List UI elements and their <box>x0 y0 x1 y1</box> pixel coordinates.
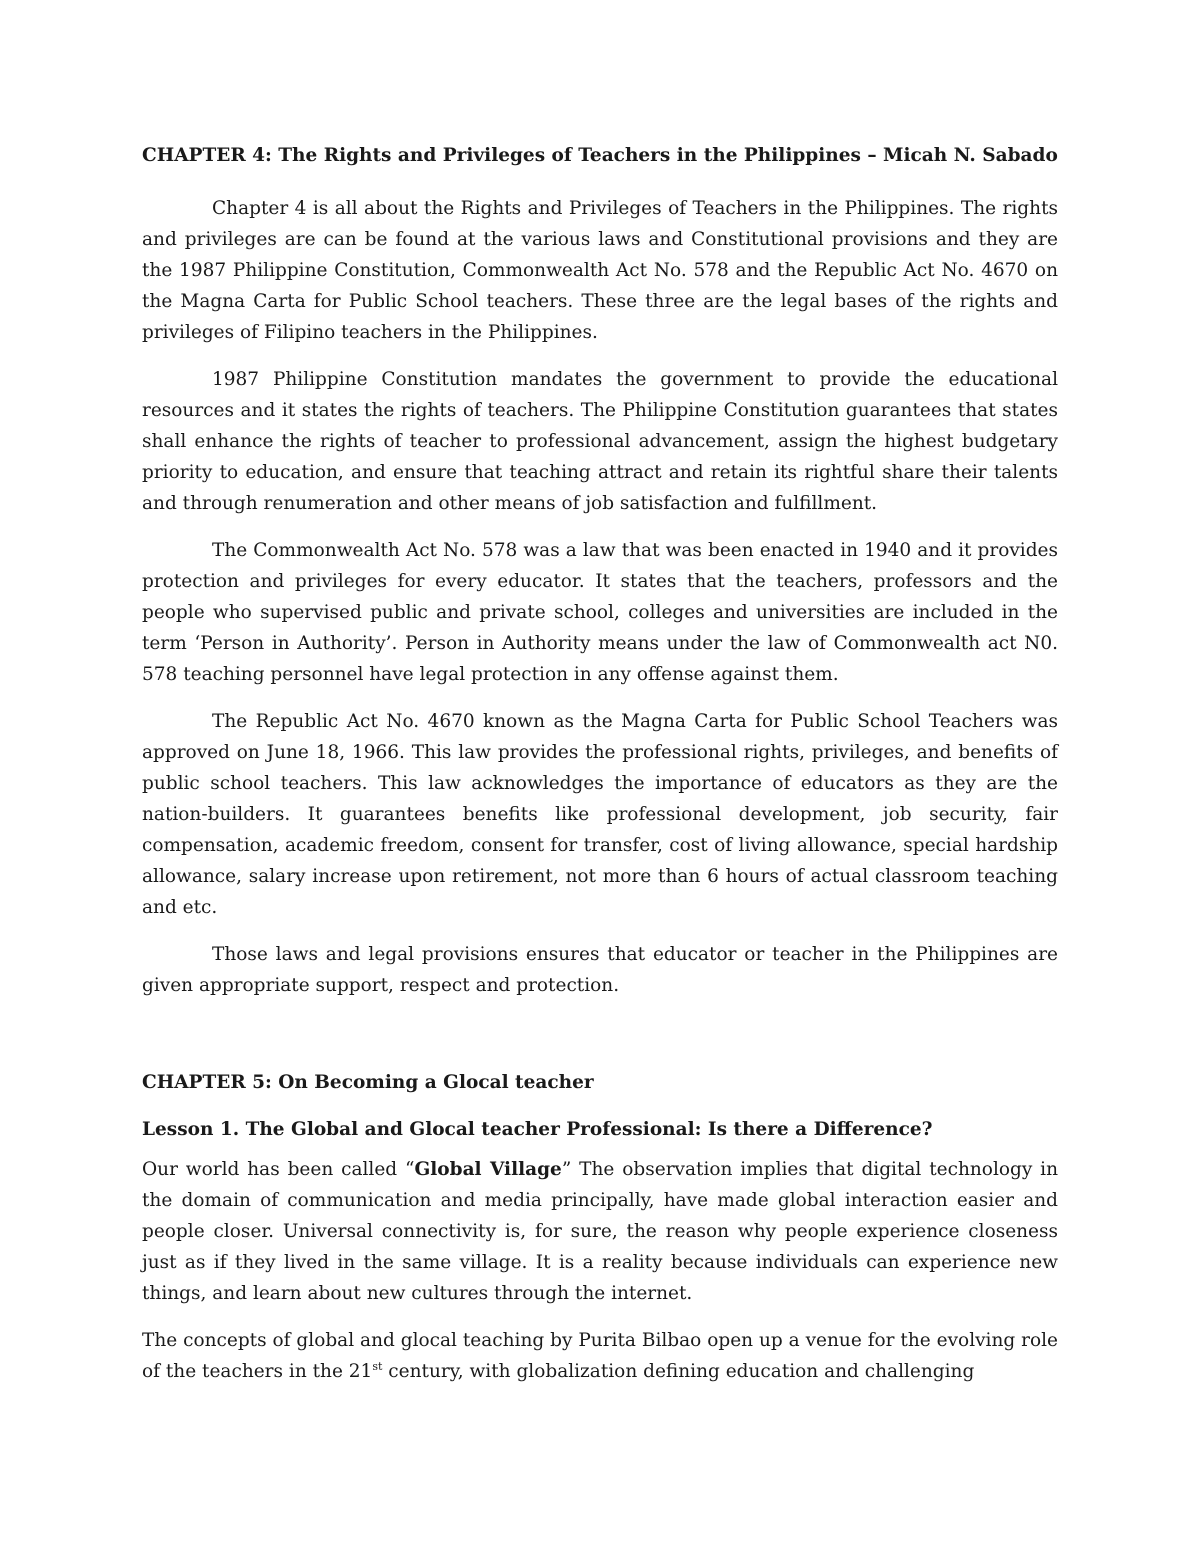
global-village-term: Global Village <box>414 1159 562 1180</box>
document-page <box>142 140 1058 1403</box>
chapter-4-paragraph-2: 1987 Philippine Constitution mandates the government to provide the educational resources and it states the rights of teachers. The Philippine Constitution guarantees that states shall enhance the rights of teacher to professional advancement, assign the highest budgetary priority to education, and ensure that teaching attract and retain its rightful share their talents and through renumeration and other means of job satisfaction and fulfillment. <box>142 369 1058 514</box>
chapter-4-paragraph-5: Those laws and legal provisions ensures that educator or teacher in the Philippines are given appropriate support, respect and protection. <box>142 944 1058 996</box>
chapter-4-paragraph-1: Chapter 4 is all about the Rights and Privileges of Teachers in the Philippines. The rights and privileges are can be found at the various laws and Constitutional provisions and they are the 1987 Philippine Constitution, Commonwealth Act No. 578 and the Republic Act No. 4670 on the Magna Carta for Public School teachers. These three are the legal bases of the rights and privileges of Filipino teachers in the Philippines. <box>142 198 1058 343</box>
chapter-4-paragraph-3: The Commonwealth Act No. 578 was a law that was been enacted in 1940 and it provides protection and privileges for every educator. It states that the teachers, professors and the people who supervised public and private school, colleges and universities are included in the term ‘Person in Authority’. Person in Authority means under the law of Commonwealth act N0. 578 teaching personnel have legal protection in any offense against them. <box>142 540 1058 685</box>
paragraph-2-text-start: The concepts of global and glocal teaching by Purita Bilbao open up a venue for the evolving role of the teachers in the 21 <box>142 1330 1058 1382</box>
chapter-5-heading: CHAPTER 5: On Becoming a Glocal teacher <box>142 1072 594 1093</box>
lesson-1-heading: Lesson 1. The Global and Glocal teacher Professional: Is there a Difference? <box>142 1119 933 1140</box>
ordinal-superscript: st <box>372 1359 383 1373</box>
chapter-5-paragraph-1 <box>142 1154 1058 1309</box>
paragraph-2-text-end: century, with globalization defining education and challenging <box>382 1361 975 1382</box>
paragraph-1-text-end: ” The observation implies that digital technology in the domain of communication and media principally, have made global interaction easier and people closer. Universal connectivity is, for sure, the reason why people experience closeness just as if they lived in the same village. It is a reality because individuals can experience new things, and learn about new cultures through the internet. <box>142 1159 1058 1304</box>
paragraph-1-text-start: Our world has been called “ <box>142 1159 415 1180</box>
chapter-5-paragraph-2 <box>142 1325 1058 1387</box>
chapter-4-heading: CHAPTER 4: The Rights and Privileges of Teachers in the Philippines – Micah N. Sabado <box>142 145 1058 166</box>
chapter-4-paragraph-4: The Republic Act No. 4670 known as the Magna Carta for Public School Teachers was approved on June 18, 1966. This law provides the professional rights, privileges, and benefits of public school teachers. This law acknowledges the importance of educators as they are the nation-builders. It guarantees benefits like professional development, job security, fair compensation, academic freedom, consent for transfer, cost of living allowance, special hardship allowance, salary increase upon retirement, not more than 6 hours of actual classroom teaching and etc. <box>142 711 1058 918</box>
